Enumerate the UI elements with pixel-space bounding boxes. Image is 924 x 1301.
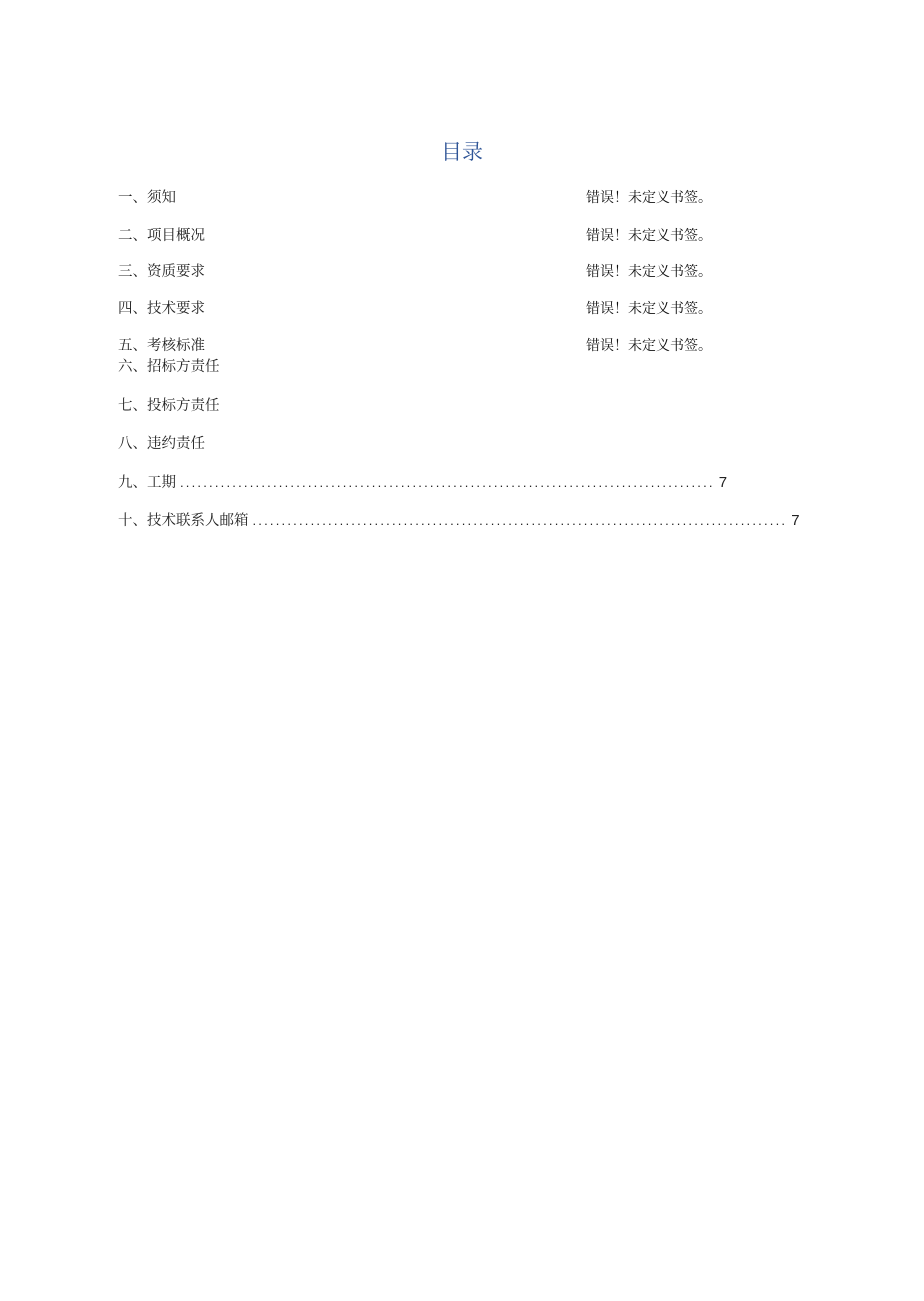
toc-entry-label: 八、违约责任 — [118, 436, 205, 452]
toc-title: 目录 — [441, 140, 483, 164]
toc-entry-label: 二、项目概况 — [118, 228, 205, 244]
toc-entry[interactable] — [118, 188, 720, 208]
toc-entry[interactable] — [118, 226, 720, 246]
toc-entry-label: 四、技术要求 — [118, 301, 205, 317]
toc-entry-label: 十、技术联系人邮箱 — [118, 513, 249, 529]
toc-entry[interactable] — [118, 357, 720, 377]
toc-entry-label: 五、考核标准 — [118, 338, 205, 354]
toc-entry-label: 一、须知 — [118, 190, 176, 206]
toc-entry[interactable] — [118, 336, 720, 356]
toc-entry-label: 九、工期 — [118, 475, 176, 491]
toc-entry[interactable] — [118, 434, 720, 454]
toc-entry-label: 六、招标方责任 — [118, 359, 220, 375]
toc-entry-error: 错误！未定义书签。 — [586, 301, 712, 317]
toc-entry-label: 三、资质要求 — [118, 264, 205, 280]
toc-entry-error: 错误！未定义书签。 — [586, 190, 712, 206]
toc-entry[interactable] — [118, 473, 728, 493]
toc-entry[interactable] — [118, 511, 800, 531]
toc-entry-label: 七、投标方责任 — [118, 398, 220, 414]
toc-entry[interactable] — [118, 396, 720, 416]
toc-entry-error: 错误！未定义书签。 — [586, 338, 712, 354]
toc-entry-page: 7 — [791, 512, 800, 529]
toc-entry[interactable] — [118, 299, 720, 319]
toc-entry-page: 7 — [718, 474, 728, 491]
dot-leader: ............................................................................................ — [180, 475, 715, 490]
toc-entry-error: 错误！未定义书签。 — [586, 228, 712, 244]
dot-leader: ............................................................................................ — [252, 513, 788, 528]
toc-entry[interactable] — [118, 262, 720, 282]
toc-entry-error: 错误！未定义书签。 — [586, 264, 712, 280]
